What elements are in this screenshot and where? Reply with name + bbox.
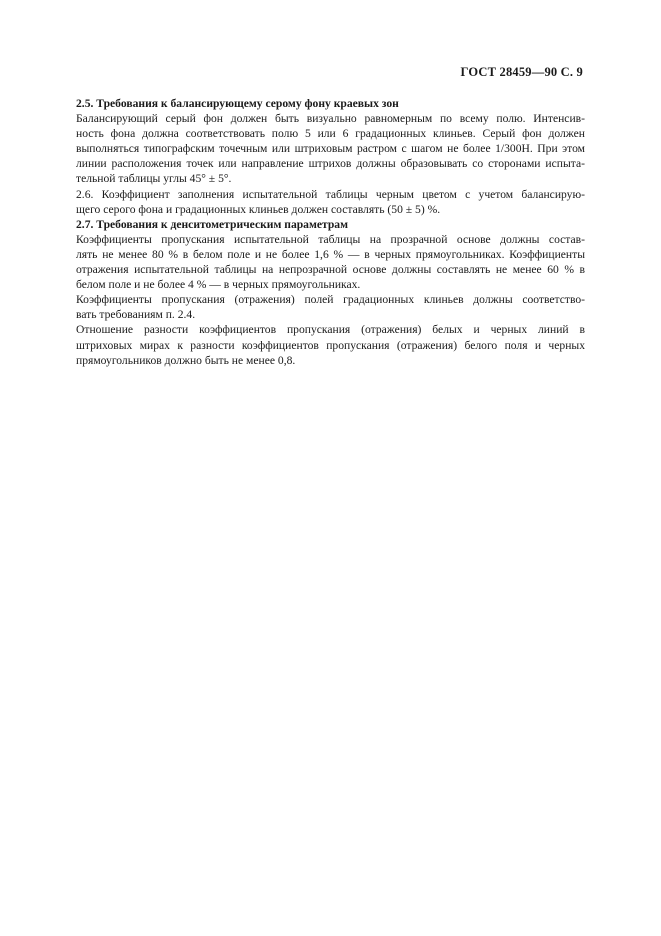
text-line: прямоугольников должно быть не менее 0,8. xyxy=(76,353,296,367)
document-body xyxy=(76,96,585,368)
text-line: 2.6. Коэффициент заполнения испытательной таблицы черным цветом с учетом балансирую- xyxy=(76,187,585,201)
text-line: щего серого фона и градационных клиньев должен составлять (50 ± 5) %. xyxy=(76,202,441,216)
section-2-5 xyxy=(76,96,585,187)
text-line: выполняться типографским точечным или штриховым растром с шагом не более 1/300H. При этом xyxy=(76,142,585,156)
section-2-5-heading: 2.5. Требования к балансирующему серому фону краевых зон xyxy=(76,97,399,110)
text-line: белом поле и не более 4 % — в черных прямоугольниках. xyxy=(76,278,361,292)
section-2-6 xyxy=(76,187,585,217)
text-line: линии расположения точек или направление штрихов должны образовывать со сторонами испыта- xyxy=(76,157,585,171)
text-line: ность фона должна соответствовать полю 5 или 6 градационных клиньев. Серый фон должен xyxy=(76,127,585,141)
text-line: Коэффициенты пропускания испытательной таблицы на прозрачной основе должны состав- xyxy=(76,232,585,246)
section-2-7 xyxy=(76,217,585,368)
text-line: штриховых мирах к разности коэффициентов пропускания (отражения) белого поля и черных xyxy=(76,338,585,352)
text-line: Отношение разности коэффициентов пропускания (отражения) белых и черных линий в xyxy=(76,323,585,337)
text-line: вать требованиям п. 2.4. xyxy=(76,308,196,322)
text-line: лять не менее 80 % в белом поле и не более 1,6 % — в черных прямоугольниках. Коэффициенты xyxy=(76,247,585,261)
text-line: отражения испытательной таблицы на непрозрачной основе должны составлять не менее 60 % в xyxy=(76,263,585,277)
page-header: ГОСТ 28459—90 С. 9 xyxy=(460,65,583,79)
text-line: Балансирующий серый фон должен быть визуально равномерным по всему полю. Интенсив- xyxy=(76,112,585,126)
text-line: тельной таблицы углы 45° ± 5°. xyxy=(76,172,232,186)
text-line: Коэффициенты пропускания (отражения) полей градационных клиньев должны соответство- xyxy=(76,293,585,307)
section-2-7-heading: 2.7. Требования к денситометрическим параметрам xyxy=(76,217,349,231)
